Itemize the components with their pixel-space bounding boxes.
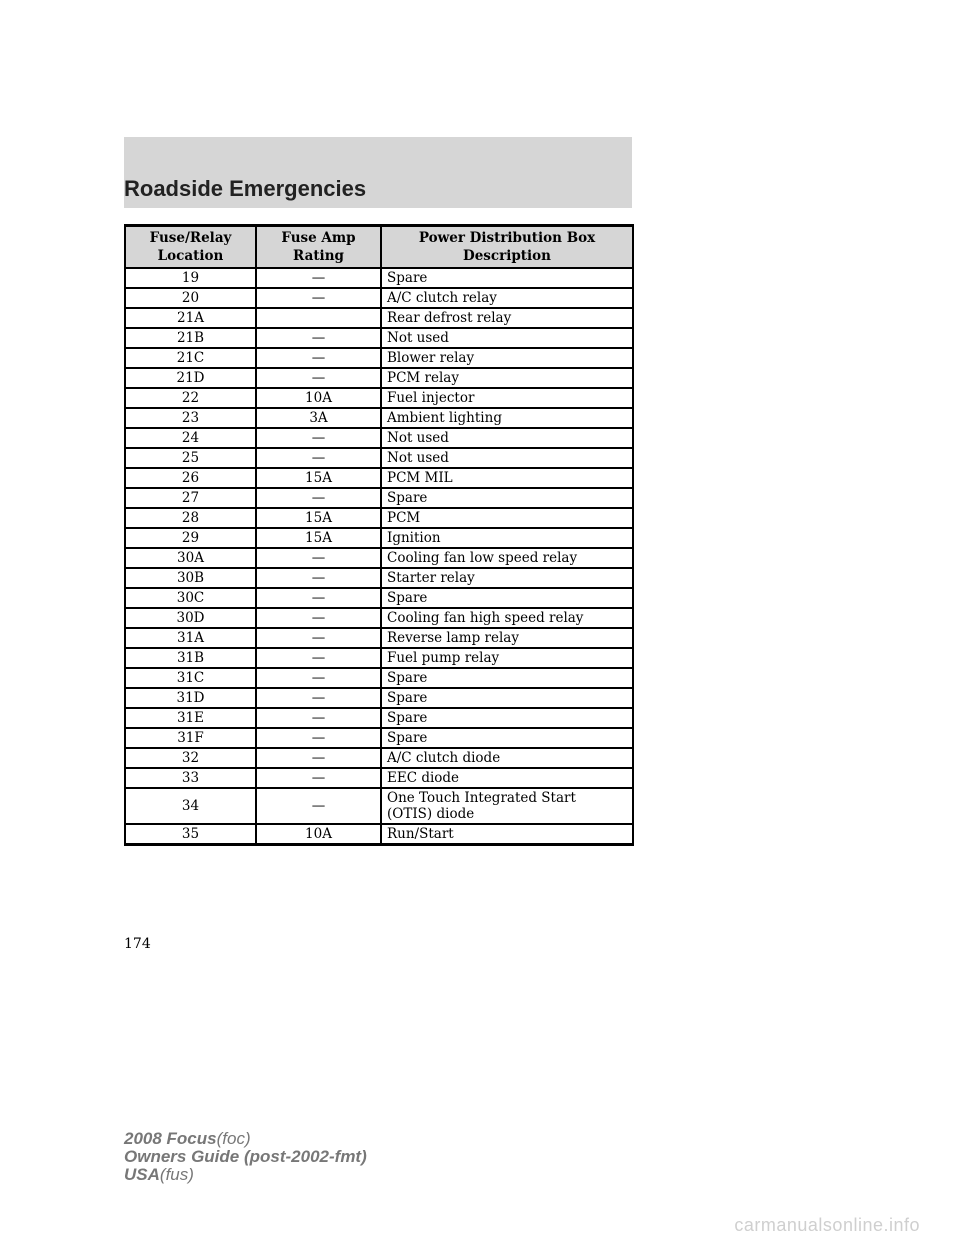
cell-location: 30B bbox=[125, 568, 256, 588]
cell-description: Starter relay bbox=[381, 568, 633, 588]
cell-location: 30D bbox=[125, 608, 256, 628]
cell-amp-rating: — bbox=[256, 368, 381, 388]
table-row bbox=[125, 268, 633, 288]
table-row bbox=[125, 288, 633, 308]
table-row bbox=[125, 768, 633, 788]
table-row bbox=[125, 608, 633, 628]
table-row bbox=[125, 568, 633, 588]
cell-location: 31D bbox=[125, 688, 256, 708]
cell-amp-rating: 3A bbox=[256, 408, 381, 428]
cell-amp-rating: — bbox=[256, 728, 381, 748]
cell-location: 21C bbox=[125, 348, 256, 368]
cell-description: Fuel pump relay bbox=[381, 648, 633, 668]
cell-location: 31E bbox=[125, 708, 256, 728]
cell-description: Spare bbox=[381, 728, 633, 748]
table-row bbox=[125, 448, 633, 468]
table-row bbox=[125, 308, 633, 328]
cell-location: 22 bbox=[125, 388, 256, 408]
cell-location: 30A bbox=[125, 548, 256, 568]
cell-description: Ambient lighting bbox=[381, 408, 633, 428]
table-header-row bbox=[125, 226, 633, 269]
footer-model: 2008 Focus bbox=[124, 1129, 217, 1148]
table-row bbox=[125, 388, 633, 408]
watermark: carmanualsonline.info bbox=[734, 1215, 920, 1235]
cell-location: 30C bbox=[125, 588, 256, 608]
cell-amp-rating: — bbox=[256, 628, 381, 648]
table-row bbox=[125, 748, 633, 768]
footer-market: USA bbox=[124, 1165, 160, 1184]
cell-amp-rating: — bbox=[256, 428, 381, 448]
table-row bbox=[125, 508, 633, 528]
cell-amp-rating: — bbox=[256, 448, 381, 468]
cell-description: PCM bbox=[381, 508, 633, 528]
table-row bbox=[125, 548, 633, 568]
table-row bbox=[125, 688, 633, 708]
table-row bbox=[125, 788, 633, 824]
cell-location: 28 bbox=[125, 508, 256, 528]
cell-location: 21D bbox=[125, 368, 256, 388]
cell-amp-rating: — bbox=[256, 668, 381, 688]
cell-location: 31B bbox=[125, 648, 256, 668]
cell-location: 21A bbox=[125, 308, 256, 328]
cell-amp-rating: — bbox=[256, 748, 381, 768]
footer-market-code: (fus) bbox=[159, 1165, 194, 1184]
cell-location: 23 bbox=[125, 408, 256, 428]
cell-location: 25 bbox=[125, 448, 256, 468]
cell-description: Ignition bbox=[381, 528, 633, 548]
cell-amp-rating: 15A bbox=[256, 468, 381, 488]
cell-amp-rating: — bbox=[256, 788, 381, 824]
table-row bbox=[125, 528, 633, 548]
table-row bbox=[125, 668, 633, 688]
cell-amp-rating: 10A bbox=[256, 388, 381, 408]
cell-amp-rating: — bbox=[256, 268, 381, 288]
cell-amp-rating: — bbox=[256, 328, 381, 348]
cell-amp-rating: — bbox=[256, 288, 381, 308]
cell-description: Spare bbox=[381, 488, 633, 508]
cell-description: Spare bbox=[381, 588, 633, 608]
section-title: Roadside Emergencies bbox=[124, 176, 367, 201]
cell-location: 35 bbox=[125, 824, 256, 845]
column-header-location: Fuse/Relay Location bbox=[125, 226, 256, 269]
table-row bbox=[125, 728, 633, 748]
column-header-amp-rating: Fuse Amp Rating bbox=[256, 226, 381, 269]
cell-amp-rating: — bbox=[256, 348, 381, 368]
cell-description: Spare bbox=[381, 268, 633, 288]
footer-model-code: (foc) bbox=[216, 1129, 251, 1148]
cell-amp-rating: — bbox=[256, 708, 381, 728]
table-row bbox=[125, 468, 633, 488]
cell-location: 31A bbox=[125, 628, 256, 648]
cell-description: A/C clutch diode bbox=[381, 748, 633, 768]
cell-amp-rating: — bbox=[256, 588, 381, 608]
cell-location: 32 bbox=[125, 748, 256, 768]
cell-location: 20 bbox=[125, 288, 256, 308]
table-row bbox=[125, 328, 633, 348]
cell-amp-rating: — bbox=[256, 608, 381, 628]
cell-description: Reverse lamp relay bbox=[381, 628, 633, 648]
cell-description: Cooling fan high speed relay bbox=[381, 608, 633, 628]
table-row bbox=[125, 348, 633, 368]
cell-description: Spare bbox=[381, 708, 633, 728]
cell-description: EEC diode bbox=[381, 768, 633, 788]
cell-description: PCM MIL bbox=[381, 468, 633, 488]
cell-amp-rating: — bbox=[256, 568, 381, 588]
cell-description: Not used bbox=[381, 328, 633, 348]
cell-description: Cooling fan low speed relay bbox=[381, 548, 633, 568]
table-row bbox=[125, 588, 633, 608]
page-number: 174 bbox=[124, 936, 151, 952]
table-row bbox=[125, 408, 633, 428]
cell-amp-rating: 10A bbox=[256, 824, 381, 845]
cell-location: 21B bbox=[125, 328, 256, 348]
table-row bbox=[125, 488, 633, 508]
cell-description: Rear defrost relay bbox=[381, 308, 633, 328]
cell-description: Fuel injector bbox=[381, 388, 633, 408]
cell-amp-rating: — bbox=[256, 768, 381, 788]
cell-description: Not used bbox=[381, 428, 633, 448]
cell-description: A/C clutch relay bbox=[381, 288, 633, 308]
cell-amp-rating: 15A bbox=[256, 528, 381, 548]
table-row bbox=[125, 708, 633, 728]
table-row bbox=[125, 628, 633, 648]
cell-amp-rating: — bbox=[256, 488, 381, 508]
table-row bbox=[125, 648, 633, 668]
cell-amp-rating: — bbox=[256, 648, 381, 668]
fuse-table bbox=[124, 224, 634, 846]
table-row bbox=[125, 368, 633, 388]
table-row bbox=[125, 824, 633, 845]
cell-description: Spare bbox=[381, 688, 633, 708]
column-header-description: Power Distribution Box Description bbox=[381, 226, 633, 269]
footer-guide: Owners Guide (post-2002-fmt) bbox=[124, 1147, 367, 1166]
cell-amp-rating: 15A bbox=[256, 508, 381, 528]
table-row bbox=[125, 428, 633, 448]
cell-amp-rating: — bbox=[256, 548, 381, 568]
document-footer bbox=[124, 1130, 367, 1184]
cell-description: Spare bbox=[381, 668, 633, 688]
cell-location: 29 bbox=[125, 528, 256, 548]
cell-location: 19 bbox=[125, 268, 256, 288]
cell-amp-rating bbox=[256, 308, 381, 328]
cell-location: 27 bbox=[125, 488, 256, 508]
cell-location: 31F bbox=[125, 728, 256, 748]
cell-description: Not used bbox=[381, 448, 633, 468]
cell-description: PCM relay bbox=[381, 368, 633, 388]
cell-description: Run/Start bbox=[381, 824, 633, 845]
cell-location: 34 bbox=[125, 788, 256, 824]
cell-description: Blower relay bbox=[381, 348, 633, 368]
cell-description: One Touch Integrated Start (OTIS) diode bbox=[381, 788, 633, 824]
cell-location: 33 bbox=[125, 768, 256, 788]
cell-location: 26 bbox=[125, 468, 256, 488]
cell-location: 31C bbox=[125, 668, 256, 688]
cell-amp-rating: — bbox=[256, 688, 381, 708]
table-body bbox=[125, 268, 633, 845]
cell-location: 24 bbox=[125, 428, 256, 448]
